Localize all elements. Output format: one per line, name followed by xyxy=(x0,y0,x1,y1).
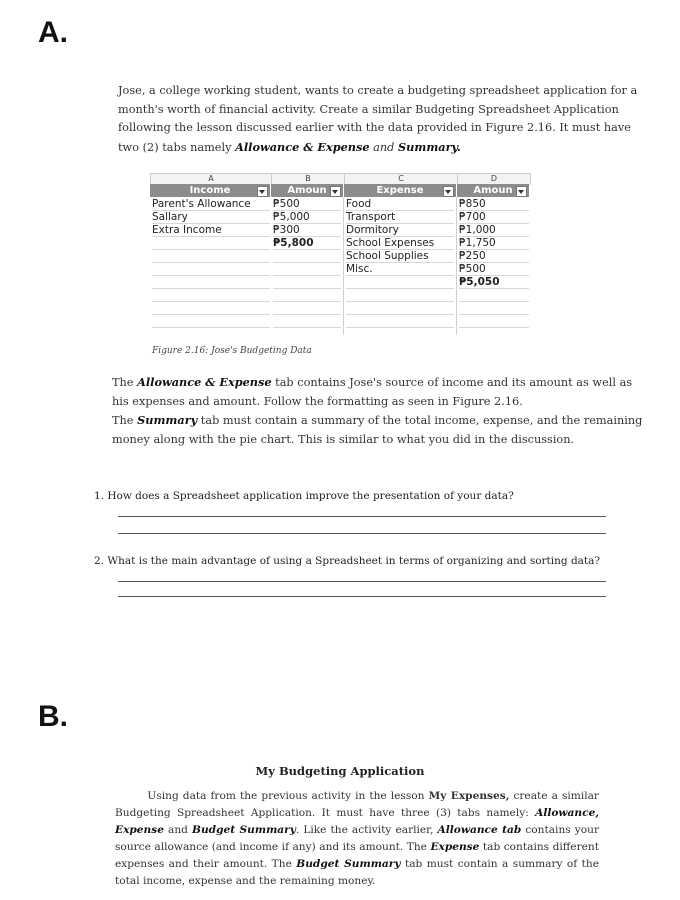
figure-caption: Figure 2.16: Jose's Budgeting Data xyxy=(152,346,312,356)
empty-cell xyxy=(459,302,529,315)
intro-text: Jose, a college working student, wants to create a budgeting spreadsheet application for a month's worth of financial activity. Create a similar Budgeting Spreadsheet Application following the lesson discussed earlier with the data provided in Figure 2.16. It must have two (2) tabs namely xyxy=(118,84,638,154)
b-tab-expense: Expense xyxy=(430,841,480,853)
table-row xyxy=(150,237,530,250)
header-expense-amount xyxy=(457,184,530,197)
income-label: Parent's Allowance xyxy=(152,198,270,211)
income-label xyxy=(152,237,270,250)
filter-dropdown-icon xyxy=(443,186,454,197)
b-text: and xyxy=(163,824,193,836)
b-text: contains your source allowance (and income if any) and its amount. The xyxy=(115,824,600,853)
income-amount: ₱5,000 xyxy=(273,211,341,224)
b-tab-allowance: Allowance tab xyxy=(437,824,522,836)
intro-tab-summary: Summary. xyxy=(398,139,461,154)
desc-text: tab contains Jose's source of income and its amount as well as his expenses and amount. Follow the formatting as seen in Figure 2.16. xyxy=(112,376,633,408)
expense-amount: ₱500 xyxy=(459,263,529,276)
header-income-label: Income xyxy=(189,185,231,196)
column-letter-b: B xyxy=(271,173,345,185)
desc-tab-summary: Summary xyxy=(137,413,198,428)
answer-line[interactable] xyxy=(118,596,606,597)
empty-cell xyxy=(459,289,529,302)
expense-label: School Expenses xyxy=(346,237,454,250)
activity-b-title: My Budgeting Application xyxy=(255,764,425,778)
empty-cell xyxy=(346,276,454,289)
table-row xyxy=(150,315,530,328)
empty-cell xyxy=(273,263,341,276)
b-lesson-name: My Expenses, xyxy=(428,790,510,802)
expense-amount: ₱700 xyxy=(459,211,529,224)
table-row xyxy=(150,224,530,237)
expense-label: School Supplies xyxy=(346,250,454,263)
empty-cell xyxy=(152,289,270,302)
expense-amount: ₱850 xyxy=(459,198,529,211)
column-letter-d: D xyxy=(457,173,531,185)
answer-line[interactable] xyxy=(118,581,606,582)
desc-text: The xyxy=(112,376,138,389)
income-amount: ₱300 xyxy=(273,224,341,237)
header-expense xyxy=(344,184,457,197)
empty-cell xyxy=(152,250,270,263)
filter-dropdown-icon xyxy=(257,186,268,197)
question-2: 2. What is the main advantage of using a Spreadsheet in terms of organizing and sorting data? xyxy=(94,555,601,567)
empty-cell xyxy=(152,302,270,315)
summary-desc xyxy=(112,411,652,449)
table-row xyxy=(150,276,530,289)
empty-cell xyxy=(346,289,454,302)
expense-amount: ₱250 xyxy=(459,250,529,263)
b-text: tab must contain a summary of the total income, expense and the remaining money. xyxy=(115,858,599,887)
question-1: 1. How does a Spreadsheet application improve the presentation of your data? xyxy=(94,490,514,502)
column-letter-a: A xyxy=(150,173,272,185)
table-row xyxy=(150,263,530,276)
empty-cell xyxy=(346,302,454,315)
desc-tab-allowance-expense: Allowance & Expense xyxy=(137,375,272,389)
activity-b-instructions xyxy=(115,788,599,890)
empty-cell xyxy=(152,263,270,276)
expense-label: Misc. xyxy=(346,263,454,276)
section-b-label: B. xyxy=(38,700,68,733)
header-income xyxy=(150,184,271,197)
b-text: Using data from the previous activity in the lesson xyxy=(147,790,429,802)
b-tab-budget-summary-2: Budget Summary xyxy=(296,858,401,870)
intro-and: and xyxy=(369,140,398,154)
table-row xyxy=(150,289,530,302)
header-expense-amount-label: Amoun xyxy=(473,185,513,196)
desc-text: tab must contain a summary of the total income, expense, and the remaining money along with the pie chart. This is similar to what you did in the discussion. xyxy=(112,414,643,446)
empty-cell xyxy=(459,315,529,328)
b-text: tab contains different expenses and their amount. The xyxy=(115,841,599,870)
expense-total: ₱5,050 xyxy=(459,276,529,289)
expense-label: Dormitory xyxy=(346,224,454,237)
tabs-description xyxy=(112,373,652,449)
filter-dropdown-icon xyxy=(330,186,341,197)
expense-label: Food xyxy=(346,198,454,211)
empty-cell xyxy=(273,276,341,289)
income-amount: ₱500 xyxy=(273,198,341,211)
allowance-expense-desc xyxy=(112,373,652,411)
table-row xyxy=(150,198,530,211)
b-text: . Like the activity earlier, xyxy=(295,824,438,836)
empty-cell xyxy=(346,315,454,328)
header-expense-label: Expense xyxy=(376,185,424,196)
answer-line[interactable] xyxy=(118,516,606,517)
filter-dropdown-icon xyxy=(516,186,527,197)
table-row xyxy=(150,302,530,315)
column-letter-c: C xyxy=(344,173,458,185)
b-tab-allowance-expense: Allowance, Expense xyxy=(115,807,599,836)
budget-spreadsheet-figure xyxy=(150,173,530,335)
empty-cell xyxy=(273,289,341,302)
expense-amount: ₱1,000 xyxy=(459,224,529,237)
header-income-amount-label: Amoun xyxy=(287,185,327,196)
empty-cell xyxy=(273,302,341,315)
empty-cell xyxy=(273,250,341,263)
intro-tab-allowance-expense: Allowance & Expense xyxy=(235,139,370,154)
expense-label: Transport xyxy=(346,211,454,224)
b-text: create a similar Budgeting Spreadsheet Application. It must have three (3) tabs namely: xyxy=(115,790,599,819)
desc-text: The xyxy=(112,414,138,428)
empty-cell xyxy=(273,315,341,328)
answer-line[interactable] xyxy=(118,533,606,534)
table-row xyxy=(150,250,530,263)
header-income-amount xyxy=(271,184,344,197)
income-label: Sallary xyxy=(152,211,270,224)
section-a-label: A. xyxy=(38,16,68,49)
b-tab-budget-summary: Budget Summary xyxy=(192,824,296,836)
empty-cell xyxy=(152,315,270,328)
income-total: ₱5,800 xyxy=(273,237,341,250)
activity-intro xyxy=(118,82,638,157)
table-row xyxy=(150,211,530,224)
empty-cell xyxy=(152,276,270,289)
income-label: Extra Income xyxy=(152,224,270,237)
expense-amount: ₱1,750 xyxy=(459,237,529,250)
